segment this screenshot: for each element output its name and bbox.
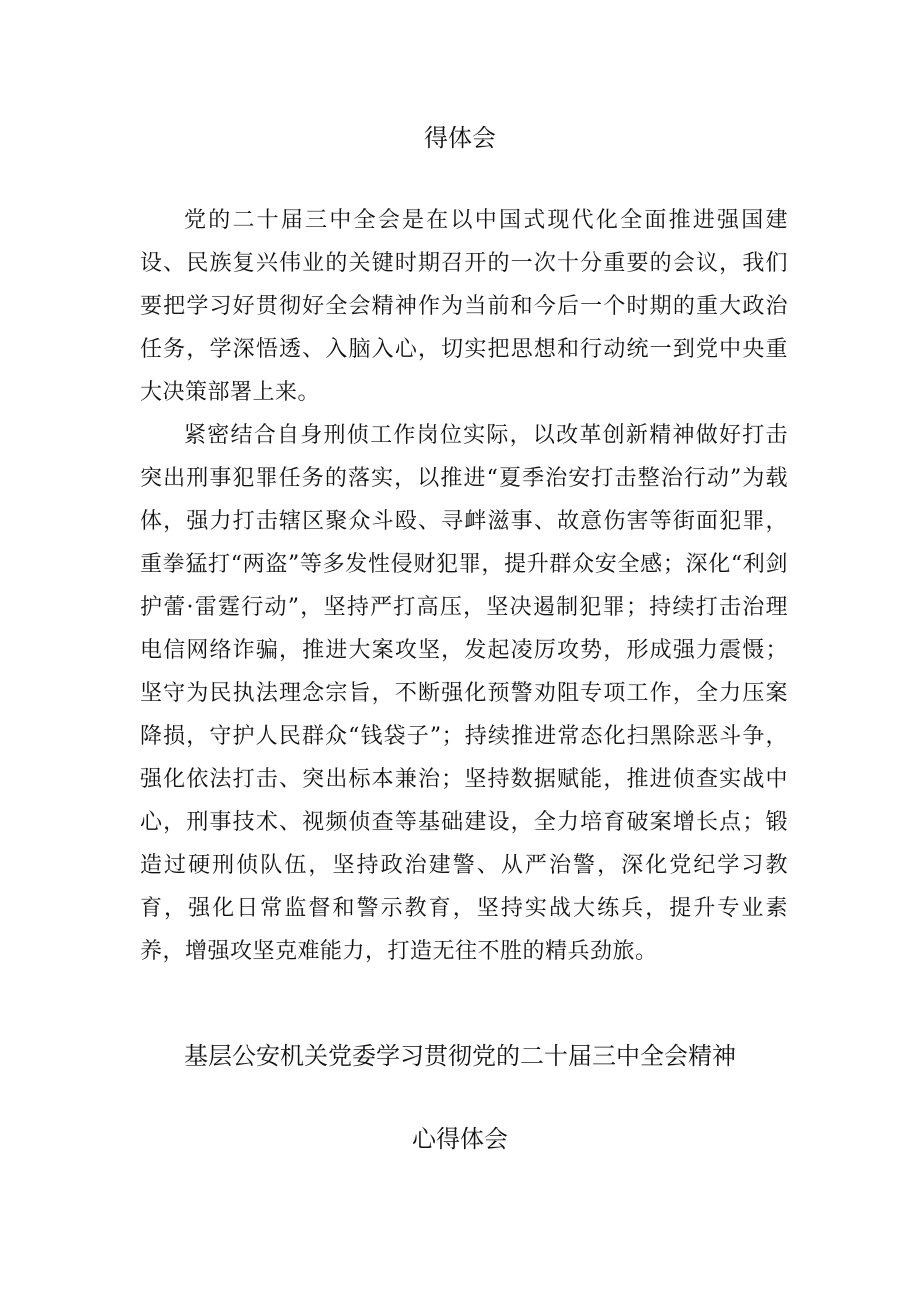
paragraph-work-plan: 紧密结合自身刑侦工作岗位实际，以改革创新精神做好打击突出刑事犯罪任务的落实，以推进“夏季治安打击整治行动”为载体，强力打击辖区聚众斗殴、寻衅滋事、故意伤害等街面犯罪，重拳猛打“两盗”等多发性侵财犯罪，提升群众安全感；深化“利剑护蕾·雷霆行动”，坚持严打高压，坚决遏制犯罪；持续打击治理电信网络诈骗，推进大案攻坚，发起凌厉攻势，形成强力震慑；坚守为民执法理念宗旨，不断强化预警劝阻专项工作，全力压案降损，守护人民群众“钱袋子”；持续推进常态化扫黑除恶斗争，强化依法打击、突出标本兼治；坚持数据赋能，推进侦查实战中心，刑事技术、视频侦查等基础建设，全力培育破案增长点；锻造过硬刑侦队伍，坚持政治建警、从严治警，深化党纪学习教育，强化日常监督和警示教育，坚持实战大练兵，提升专业素养，增强攻坚克难能力，打造无往不胜的精兵劲旅。 <box>140 423 788 964</box>
next-article-title-line2: 心得体会 <box>412 1125 508 1153</box>
section-heading-tail: 得体会 <box>424 124 496 152</box>
paragraph-intro: 党的二十届三中全会是在以中国式现代化全面推进强国建设、民族复兴伟业的关键时期召开的一次十分重要的会议，我们要把学习好贯彻好全会精神作为当前和今后一个时期的重大政治任务，学深悟透、入脑入心，切实把思想和行动统一到党中央重大决策部署上来。 <box>140 208 788 405</box>
next-article-title-line1: 基层公安机关党委学习贯彻党的二十届三中全会精神 <box>184 1042 736 1070</box>
